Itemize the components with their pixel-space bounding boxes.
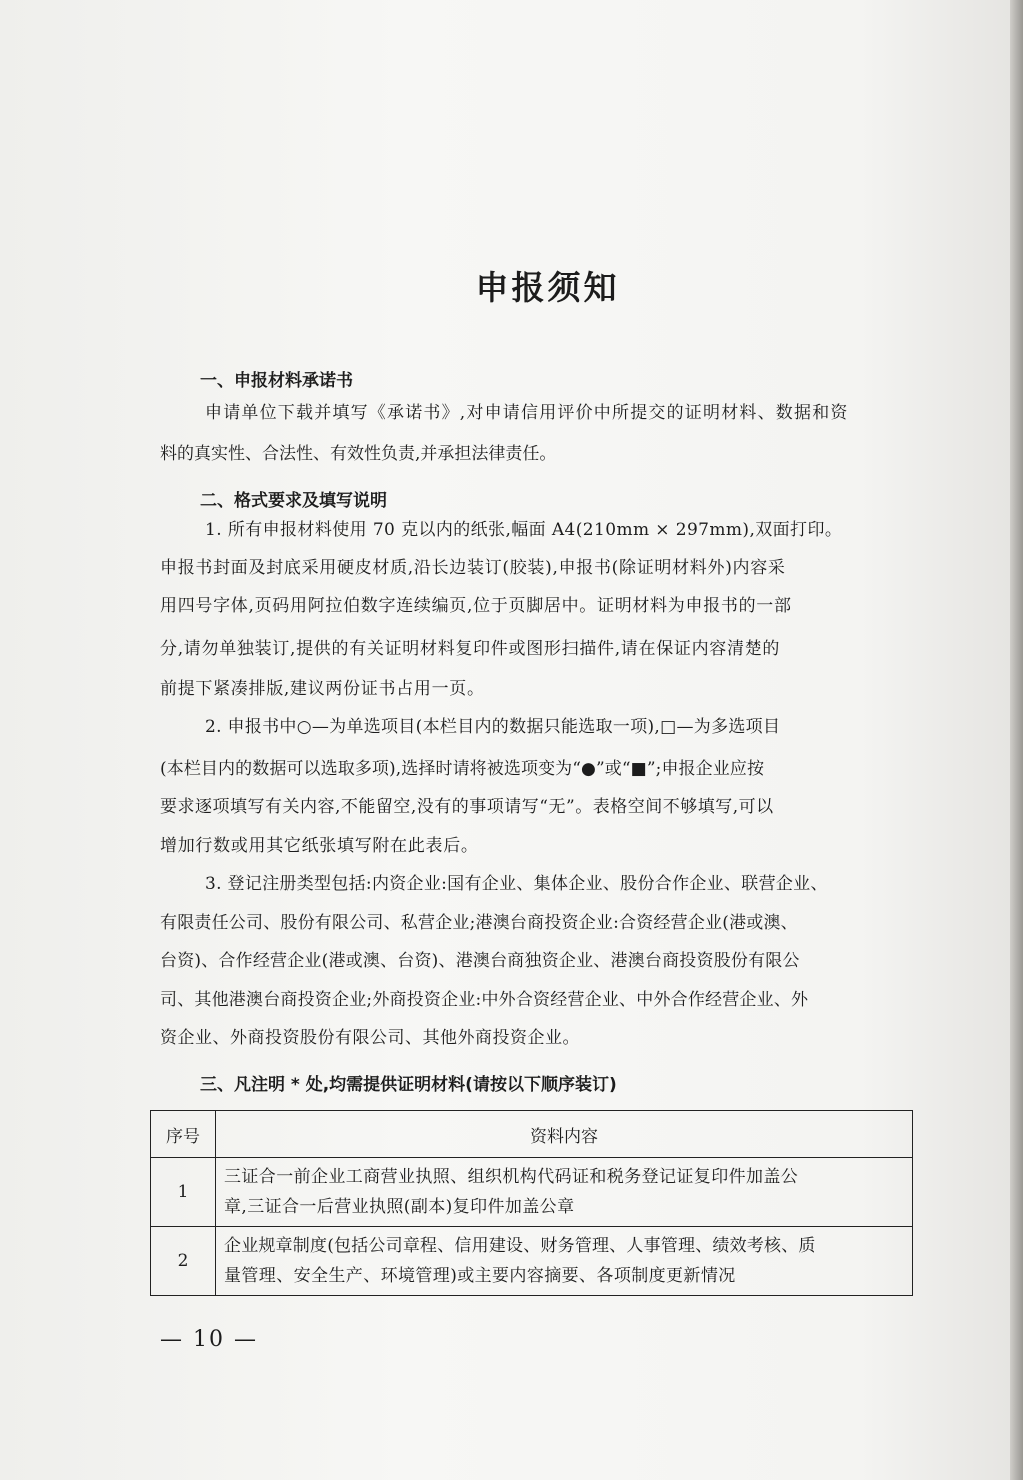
item-1-line-3: 用四号字体,页码用阿拉伯数字连续编页,位于页脚居中。证明材料为申报书的一部 [160, 596, 792, 616]
row-content-line: 量管理、安全生产、环境管理)或主要内容摘要、各项制度更新情况 [224, 1266, 736, 1286]
section-1-line-2: 料的真实性、合法性、有效性负责,并承担法律责任。 [160, 444, 557, 464]
row-content-line: 章,三证合一后营业执照(副本)复印件加盖公章 [224, 1197, 575, 1217]
item-3-line-5: 资企业、外商投资股份有限公司、其他外商投资企业。 [160, 1028, 580, 1048]
item-2-line-3: 要求逐项填写有关内容,不能留空,没有的事项请写“无”。表格空间不够填写,可以 [160, 797, 774, 817]
section-1-heading: 一、申报材料承诺书 [200, 371, 353, 391]
item-3-line-3: 台资)、合作经营企业(港或澳、台资)、港澳台商独资企业、港澳台商投资股份有限公 [160, 951, 800, 971]
item-1-line-5: 前提下紧凑排版,建议两份证书占用一页。 [160, 679, 485, 699]
row-content [216, 1227, 913, 1296]
row-content [216, 1158, 913, 1227]
page-edge-shadow [1010, 0, 1023, 1480]
item-3-line-2: 有限责任公司、股份有限公司、私营企业;港澳台商投资企业:合资经营企业(港或澳、 [160, 913, 798, 933]
item-1-line-4: 分,请勿单独装订,提供的有关证明材料复印件或图形扫描件,请在保证内容清楚的 [160, 639, 781, 659]
item-1-line-1: 1. 所有申报材料使用 70 克以内的纸张,幅面 A4(210mm × 297mm),双面打印。 [205, 520, 843, 540]
section-2-heading: 二、格式要求及填写说明 [200, 491, 387, 511]
item-3-line-1: 3. 登记注册类型包括:内资企业:国有企业、集体企业、股份合作企业、联营企业、 [205, 874, 828, 894]
row-content-line: 三证合一前企业工商营业执照、组织机构代码证和税务登记证复印件加盖公 [224, 1167, 799, 1187]
header-content: 资料内容 [216, 1111, 913, 1158]
page-title: 申报须知 [475, 268, 620, 307]
table-row [151, 1227, 913, 1296]
materials-table [150, 1110, 913, 1296]
item-2-line-2: (本栏目内的数据可以选取多项),选择时请将被选项变为“●”或“■”;申报企业应按 [160, 759, 765, 779]
section-3-heading: 三、凡注明 * 处,均需提供证明材料(请按以下顺序装订) [200, 1075, 617, 1095]
row-number: 2 [151, 1227, 216, 1296]
item-3-line-4: 司、其他港澳台商投资企业;外商投资企业:中外合资经营企业、中外合作经营企业、外 [160, 990, 809, 1010]
section-1-line-1: 申请单位下载并填写《承诺书》,对申请信用评价中所提交的证明材料、数据和资 [205, 403, 849, 423]
header-no: 序号 [151, 1111, 216, 1158]
table-row [151, 1158, 913, 1227]
item-2-line-1: 2. 申报书中○—为单选项目(本栏目内的数据只能选取一项),□—为多选项目 [205, 717, 781, 737]
row-number: 1 [151, 1158, 216, 1227]
item-1-line-2: 申报书封面及封底采用硬皮材质,沿长边装订(胶装),申报书(除证明材料外)内容采 [160, 558, 786, 578]
row-content-line: 企业规章制度(包括公司章程、信用建设、财务管理、人事管理、绩效考核、质 [224, 1236, 816, 1256]
table-header-row [151, 1111, 913, 1158]
page-number: — 10 — [160, 1327, 258, 1352]
item-2-line-4: 增加行数或用其它纸张填写附在此表后。 [160, 836, 479, 856]
